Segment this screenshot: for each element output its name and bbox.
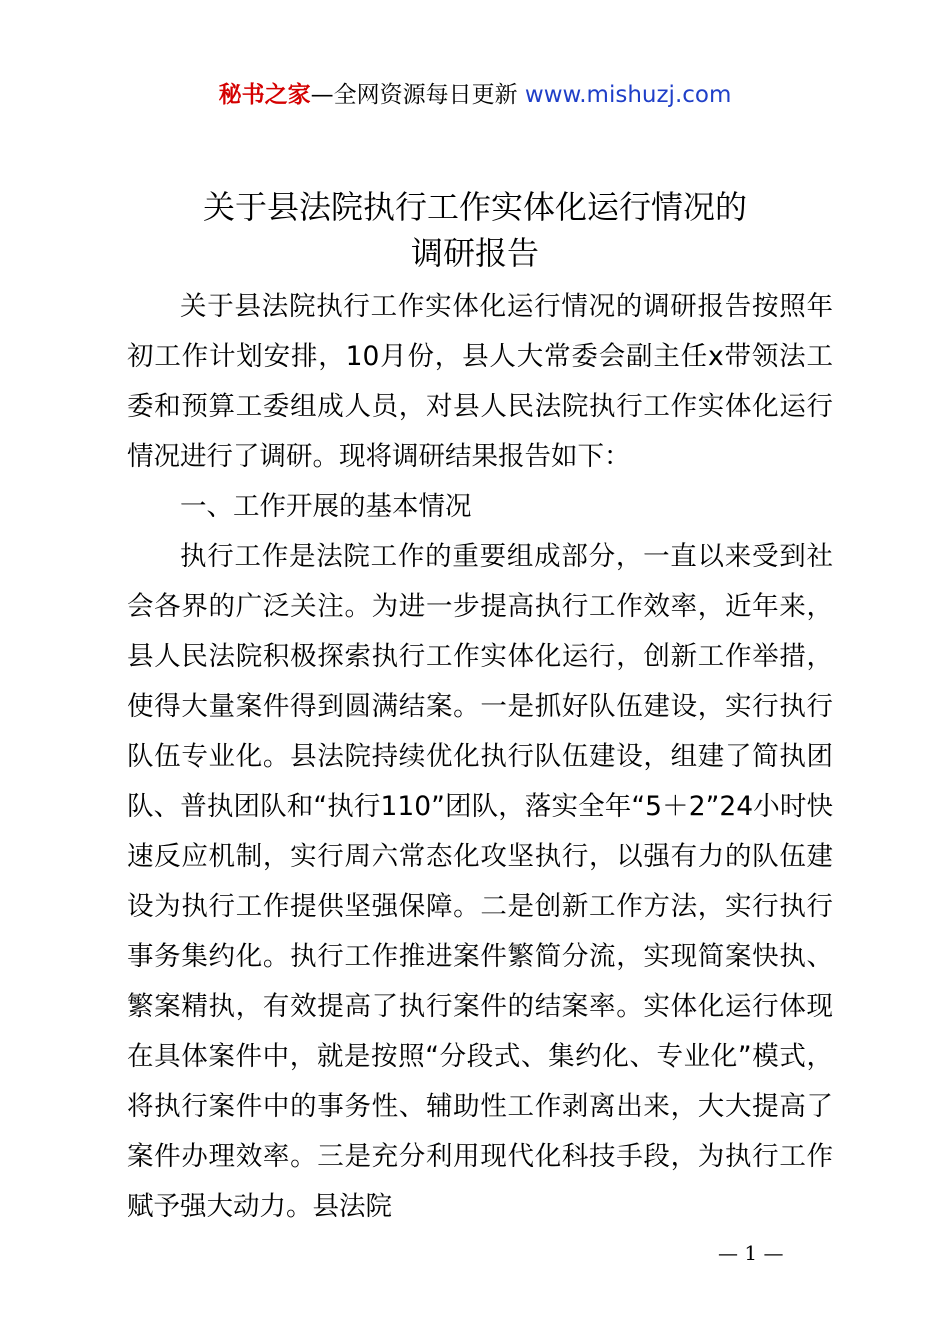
site-tagline: —全网资源每日更新	[310, 82, 518, 108]
document-body	[127, 282, 833, 1232]
document-title	[0, 184, 950, 276]
title-line-2: 调研报告	[410, 234, 539, 272]
page-number: — 1 —	[718, 1241, 784, 1265]
site-brand: 秘书之家	[218, 82, 311, 108]
body-paragraph: 执行工作是法院工作的重要组成部分，一直以来受到社会各界的广泛关注。为进一步提高执行工作效率，近年来，县人民法院积极探索执行工作实体化运行，创新工作举措，使得大量案件得到圆满结案。一是抓好队伍建设，实行执行队伍专业化。县法院持续优化执行队伍建设，组建了简执团队、普执团队和“执行110”团队，落实全年“5＋2”24小时快速反应机制，实行周六常态化攻坚执行，以强有力的队伍建设为执行工作提供坚强保障。二是创新工作方法，实行执行事务集约化。执行工作推进案件繁简分流，实现简案快执、繁案精执，有效提高了执行案件的结案率。实体化运行体现在具体案件中，就是按照“分段式、集约化、专业化”模式，将执行案件中的事务性、辅助性工作剥离出来，大大提高了案件办理效率。三是充分利用现代化科技手段，为执行工作赋予强大动力。县法院	[127, 541, 833, 1222]
section-heading: 一、工作开展的基本情况	[180, 491, 472, 522]
site-banner	[0, 78, 950, 112]
title-line-1: 关于县法院执行工作实体化运行情况的	[202, 188, 747, 226]
intro-paragraph: 关于县法院执行工作实体化运行情况的调研报告按照年初工作计划安排，10月份，县人大常委会副主任x带领法工委和预算工委组成人员，对县人民法院执行工作实体化运行情况进行了调研。现将调研结果报告如下：	[127, 291, 833, 472]
site-url-link[interactable]: www.mishuzj.com	[524, 82, 732, 108]
